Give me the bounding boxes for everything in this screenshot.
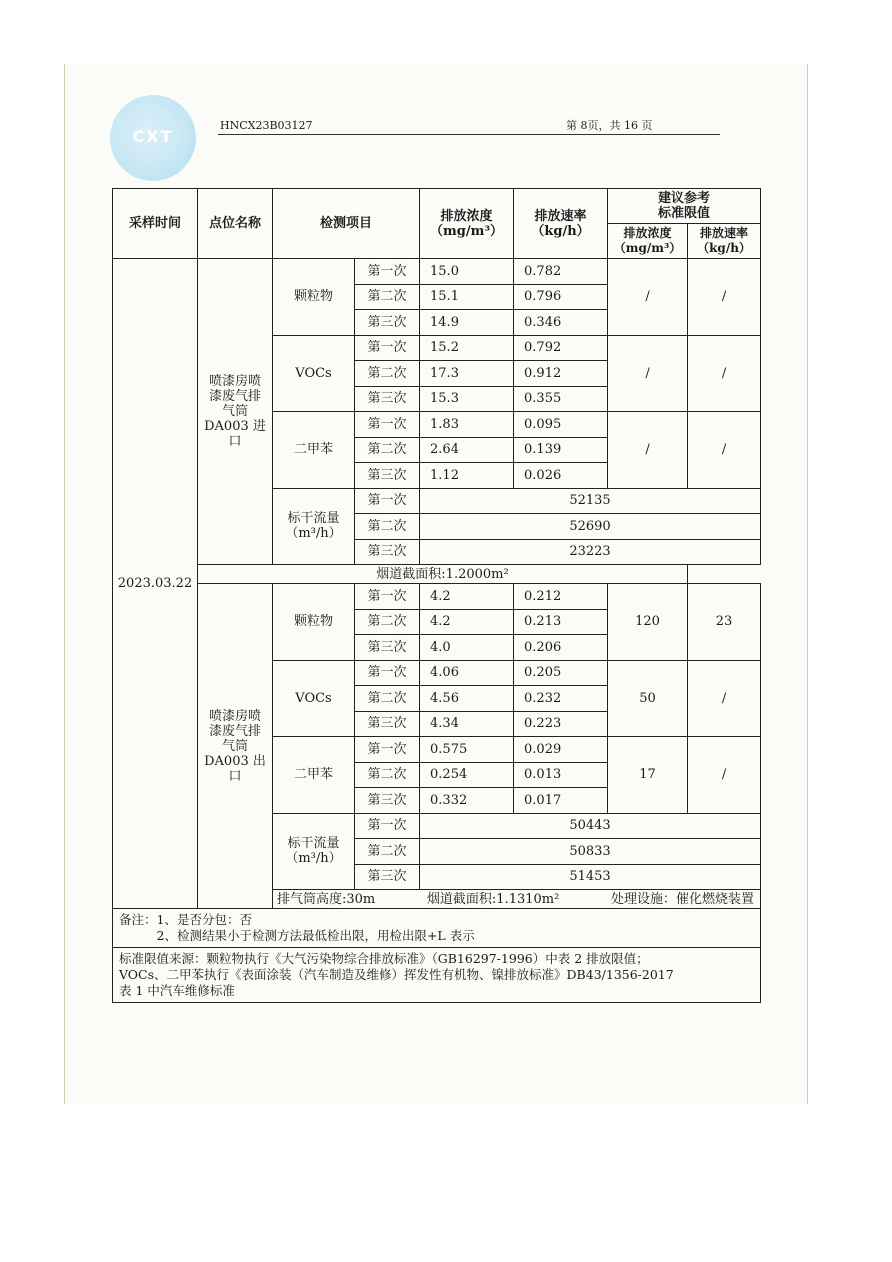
emission-conc-value: 4.06: [420, 660, 514, 686]
sample-index: 第一次: [355, 259, 420, 285]
emission-rate-value: 0.912: [514, 361, 608, 387]
results-table-wrapper: [112, 188, 761, 1003]
emission-conc-value: 0.332: [420, 788, 514, 814]
emission-conc-value: 4.2: [420, 609, 514, 635]
pollutant-name: VOCs: [273, 335, 355, 412]
flow-value: 23223: [420, 539, 761, 565]
emission-rate-value: 0.782: [514, 259, 608, 285]
sample-index: 第二次: [355, 514, 420, 540]
outlet-footer-row: [273, 892, 760, 907]
outlet-point-name: [198, 584, 273, 909]
limit-rate-value: /: [688, 412, 761, 489]
logo-text: CXT: [132, 127, 174, 146]
emission-conc-value: 15.0: [420, 259, 514, 285]
flow-label: [273, 488, 355, 565]
outlet-point-name-line-3: 气筒: [221, 738, 248, 754]
duct-area: 烟道截面积:1.1310m²: [426, 891, 560, 907]
header-sampling-time: 采样时间: [113, 189, 198, 259]
sample-index: 第三次: [355, 711, 420, 737]
inlet-point-name-line-2: 漆废气排: [208, 389, 261, 404]
outlet-footer: [273, 890, 761, 909]
pollutant-name: 颗粒物: [273, 259, 355, 336]
standard-source-line-3: 表 1 中汽车维修标准: [119, 983, 235, 998]
company-logo: [110, 95, 196, 181]
flow-value: 52135: [420, 488, 761, 514]
header-ref-standard: [608, 189, 761, 224]
limit-conc-value: /: [608, 412, 688, 489]
header-limit-rate-label: 排放速率: [700, 226, 749, 240]
limit-rate-value: 23: [688, 584, 761, 661]
outlet-point-name-line-2: 漆废气排: [208, 723, 261, 739]
inlet-point-name-line-1: 喷漆房喷: [208, 374, 261, 389]
sample-index: 第二次: [355, 361, 420, 387]
header-rule: [218, 134, 720, 135]
emission-rate-value: 0.029: [514, 737, 608, 763]
header-emission-rate-label: 排放速率: [534, 208, 587, 224]
sample-index: 第一次: [355, 737, 420, 763]
limit-rate-value: /: [688, 335, 761, 412]
outlet-point-name-line-4: DA003 出: [204, 753, 266, 769]
sample-index: 第一次: [355, 813, 420, 839]
header-emission-conc-label: 排放浓度: [440, 208, 493, 224]
limit-rate-value: /: [688, 737, 761, 814]
inlet-point-name-line-4: DA003 进: [204, 419, 266, 434]
sample-index: 第二次: [355, 762, 420, 788]
stack-height: 排气筒高度:30m: [277, 891, 376, 907]
table-row: [113, 259, 761, 285]
header-limit-rate: [688, 224, 761, 259]
sample-index: 第三次: [355, 463, 420, 489]
sample-index: 第一次: [355, 335, 420, 361]
sample-index: 第二次: [355, 437, 420, 463]
report-code: HNCX23B03127: [220, 119, 313, 132]
emission-rate-value: 0.013: [514, 762, 608, 788]
emission-rate-value: 0.095: [514, 412, 608, 438]
inlet-point-name-line-3: 气筒: [221, 404, 248, 419]
limit-conc-value: 17: [608, 737, 688, 814]
header-emission-rate-unit: （kg/h）: [531, 223, 590, 239]
emission-rate-value: 0.346: [514, 310, 608, 336]
sampling-date: 2023.03.22: [113, 259, 198, 909]
emission-rate-value: 0.213: [514, 609, 608, 635]
sample-index: 第二次: [355, 609, 420, 635]
emission-conc-value: 0.575: [420, 737, 514, 763]
emission-conc-value: 17.3: [420, 361, 514, 387]
remarks: [113, 909, 761, 948]
sample-index: 第三次: [355, 310, 420, 336]
sample-index: 第二次: [355, 284, 420, 310]
sample-index: 第三次: [355, 539, 420, 565]
emission-rate-value: 0.205: [514, 660, 608, 686]
emission-rate-value: 0.017: [514, 788, 608, 814]
header-emission-conc-unit: （mg/m³）: [429, 223, 504, 239]
emission-conc-value: 15.3: [420, 386, 514, 412]
remarks-row: [113, 909, 761, 948]
header-limit-rate-unit: （kg/h）: [697, 241, 751, 255]
flow-label-line-1: 标干流量: [287, 836, 340, 852]
pollutant-name: VOCs: [273, 660, 355, 737]
outlet-point-name-line-1: 喷漆房喷: [208, 708, 261, 724]
pollutant-name: 颗粒物: [273, 584, 355, 661]
header-ref-standard-l2: 标准限值: [658, 206, 711, 221]
pollutant-name: 二甲苯: [273, 412, 355, 489]
emission-rate-value: 0.139: [514, 437, 608, 463]
remarks-line-1: 备注：1、是否分包：否: [119, 912, 252, 927]
flow-value: 52690: [420, 514, 761, 540]
treatment-facility: 处理设施：催化燃烧装置: [611, 891, 755, 907]
standard-source-line-2: VOCs、二甲苯执行《表面涂装（汽车制造及维修）挥发性有机物、镍排放标准》DB43/1356-2017: [119, 967, 674, 982]
emission-conc-value: 15.2: [420, 335, 514, 361]
sample-index: 第一次: [355, 488, 420, 514]
limit-rate-value: /: [688, 259, 761, 336]
sample-index: 第二次: [355, 839, 420, 865]
header-ref-standard-l1: 建议参考: [658, 191, 711, 206]
emission-conc-value: 4.0: [420, 635, 514, 661]
limit-conc-value: 120: [608, 584, 688, 661]
sample-index: 第三次: [355, 864, 420, 890]
limit-conc-value: 50: [608, 660, 688, 737]
emission-rate-value: 0.206: [514, 635, 608, 661]
emission-rate-value: 0.232: [514, 686, 608, 712]
results-table: [112, 188, 761, 1003]
header-limit-conc-unit: （mg/m³）: [613, 241, 682, 255]
flow-value: 50443: [420, 813, 761, 839]
emission-rate-value: 0.792: [514, 335, 608, 361]
emission-rate-value: 0.026: [514, 463, 608, 489]
table-row: [113, 584, 761, 610]
header-test-item: 检测项目: [273, 189, 420, 259]
flow-label-line-2: （m³/h）: [285, 851, 342, 867]
standard-source: [113, 948, 761, 1003]
emission-rate-value: 0.212: [514, 584, 608, 610]
emission-conc-value: 15.1: [420, 284, 514, 310]
standard-source-row: [113, 948, 761, 1003]
emission-conc-value: 1.83: [420, 412, 514, 438]
emission-conc-value: 1.12: [420, 463, 514, 489]
header-point-name: 点位名称: [198, 189, 273, 259]
emission-rate-value: 0.223: [514, 711, 608, 737]
sample-index: 第三次: [355, 788, 420, 814]
emission-conc-value: 4.56: [420, 686, 514, 712]
emission-conc-value: 2.64: [420, 437, 514, 463]
emission-conc-value: 14.9: [420, 310, 514, 336]
flow-value: 51453: [420, 864, 761, 890]
page-info: 第 8页，共 16 页: [566, 119, 653, 132]
emission-rate-value: 0.796: [514, 284, 608, 310]
emission-rate-value: 0.355: [514, 386, 608, 412]
inlet-point-name-line-5: 口: [228, 434, 242, 449]
header-limit-conc: [608, 224, 688, 259]
sample-index: 第三次: [355, 386, 420, 412]
flow-value: 50833: [420, 839, 761, 865]
limit-conc-value: /: [608, 259, 688, 336]
emission-conc-value: 4.34: [420, 711, 514, 737]
emission-conc-value: 0.254: [420, 762, 514, 788]
inlet-footer: 烟道截面积:1.2000m²: [198, 565, 688, 584]
sample-index: 第一次: [355, 584, 420, 610]
sample-index: 第一次: [355, 660, 420, 686]
outlet-point-name-line-5: 口: [228, 768, 242, 784]
header-emission-rate: [514, 189, 608, 259]
table-row: [113, 565, 761, 584]
emission-conc-value: 4.2: [420, 584, 514, 610]
sample-index: 第一次: [355, 412, 420, 438]
remarks-line-2: 2、检测结果小于检测方法最低检出限，用检出限+L 表示: [119, 928, 475, 943]
sample-index: 第二次: [355, 686, 420, 712]
limit-conc-value: /: [608, 335, 688, 412]
standard-source-line-1: 标准限值来源：颗粒物执行《大气污染物综合排放标准》（GB16297-1996）中表 2 排放限值；: [119, 951, 649, 966]
header-limit-conc-label: 排放浓度: [623, 226, 672, 240]
inlet-point-name: [198, 259, 273, 565]
flow-label: [273, 813, 355, 890]
flow-label-line-1: 标干流量: [287, 511, 340, 527]
sample-index: 第三次: [355, 635, 420, 661]
header-emission-conc: [420, 189, 514, 259]
pollutant-name: 二甲苯: [273, 737, 355, 814]
flow-label-line-2: （m³/h）: [285, 526, 342, 542]
limit-rate-value: /: [688, 660, 761, 737]
